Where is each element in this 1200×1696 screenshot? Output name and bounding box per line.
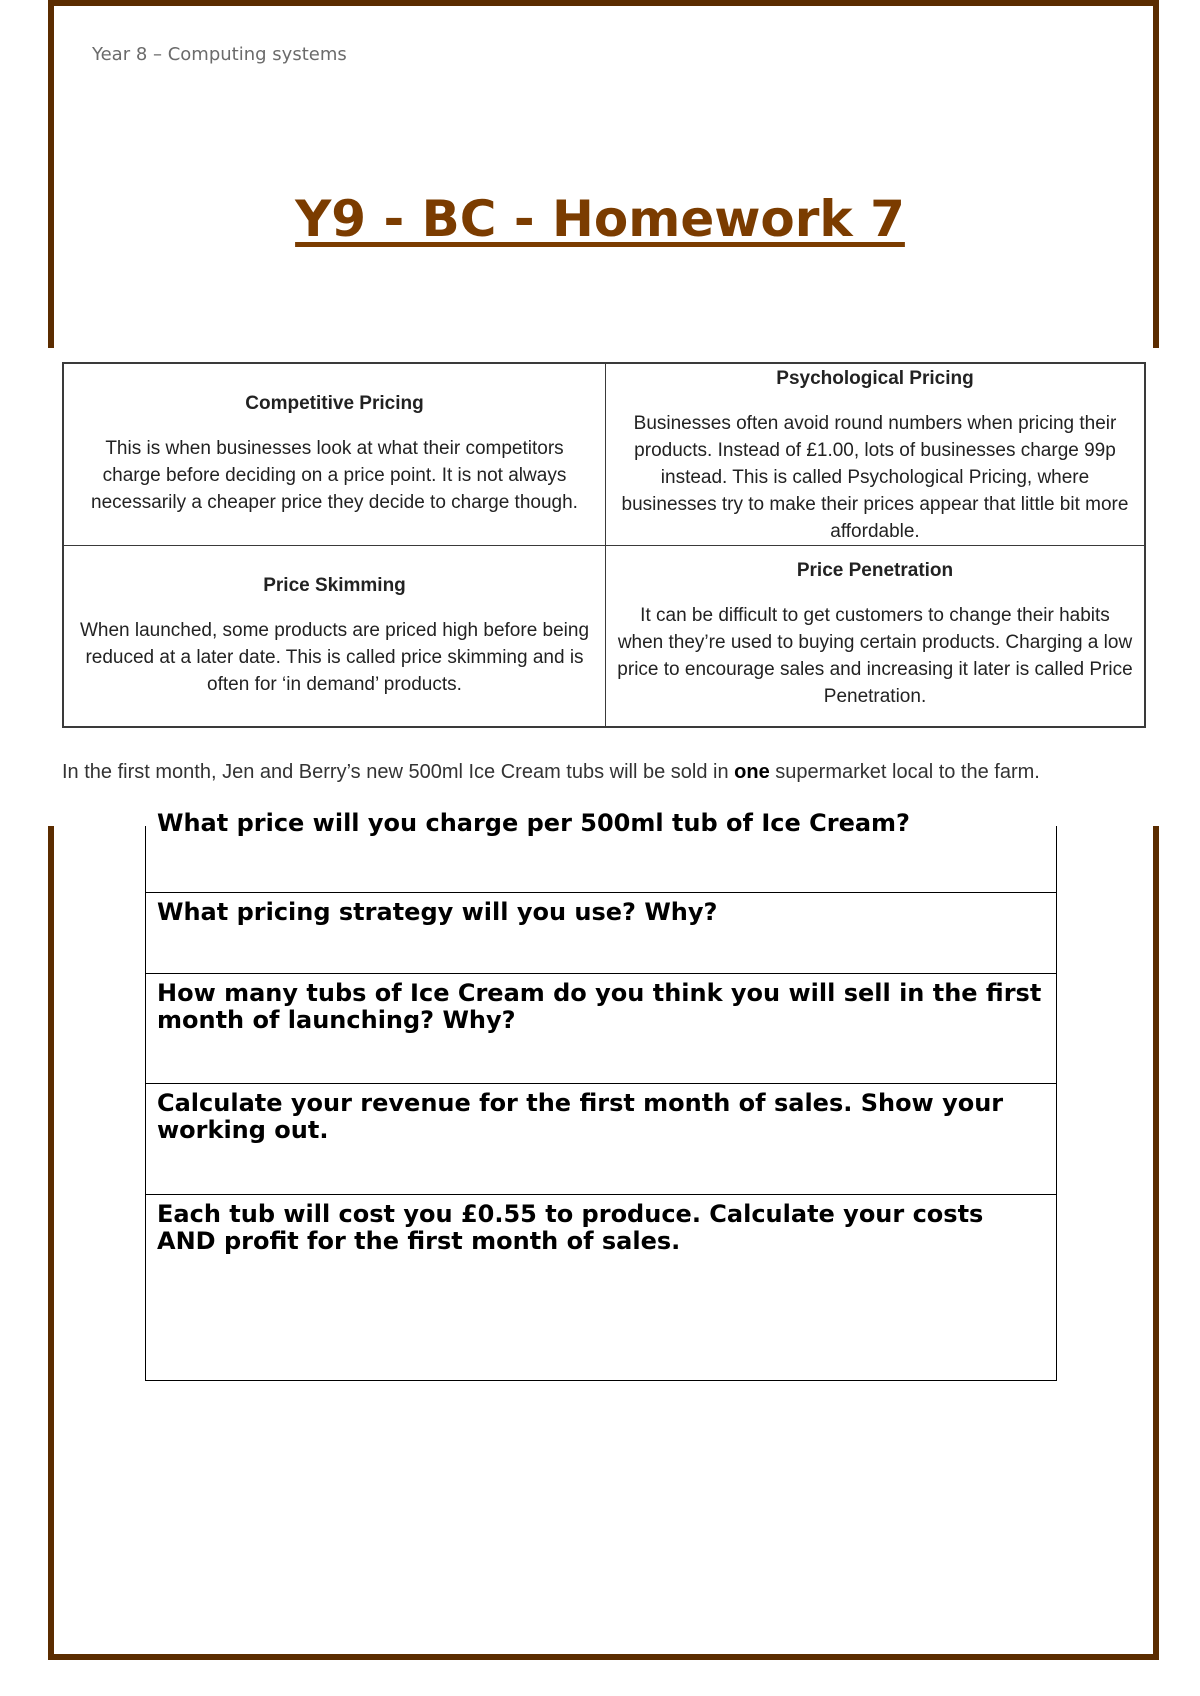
pricing-description: It can be difficult to get customers to change their habits when they’re used to buying certain products. Charging a low price to encourage sales and increasing it later is called Price Penetration. bbox=[617, 605, 1133, 707]
question-text: What price will you charge per 500ml tub of Ice Cream? bbox=[157, 809, 910, 837]
page-border-bottom bbox=[48, 1654, 1159, 1660]
question-row[interactable] bbox=[146, 892, 1056, 973]
question-text: Calculate your revenue for the first month of sales. Show your working out. bbox=[157, 1089, 1004, 1144]
scenario-text bbox=[62, 758, 1142, 787]
page-border-left-lower bbox=[48, 826, 54, 1660]
questions-table bbox=[145, 809, 1057, 1381]
pricing-cell-competitive bbox=[64, 364, 606, 546]
page-border-right-lower bbox=[1153, 826, 1159, 1660]
scenario-text-start: In the first month, Jen and Berry’s new 500ml Ice Cream tubs will be sold in bbox=[62, 761, 735, 783]
scenario-text-emphasis: one bbox=[734, 761, 770, 783]
pricing-heading: Psychological Pricing bbox=[776, 368, 974, 389]
page-border-left bbox=[48, 0, 54, 348]
pricing-heading: Price Skimming bbox=[263, 574, 406, 596]
question-row[interactable] bbox=[146, 1194, 1056, 1380]
pricing-heading: Price Penetration bbox=[796, 560, 954, 581]
page-title: Y9 - BC - Homework 7 bbox=[295, 190, 905, 248]
scenario-text-end: supermarket local to the farm. bbox=[769, 761, 1040, 783]
pricing-description: When launched, some products are priced high before being reduced at a later date. This is called price skimming and is often for ‘in demand’ products. bbox=[79, 619, 590, 695]
pricing-heading: Competitive Pricing bbox=[245, 393, 424, 414]
question-row[interactable] bbox=[146, 809, 1056, 892]
question-text: Each tub will cost you £0.55 to produce. Calculate your costs AND profit for the first month of sales. bbox=[157, 1200, 984, 1255]
pricing-cell-psychological bbox=[606, 364, 1144, 546]
question-row[interactable] bbox=[146, 973, 1056, 1083]
pricing-cell-skimming bbox=[64, 546, 606, 726]
question-row[interactable] bbox=[146, 1083, 1056, 1194]
page-border-top bbox=[48, 0, 1159, 6]
pricing-cell-penetration bbox=[606, 546, 1144, 726]
question-text: How many tubs of Ice Cream do you think you will sell in the first month of launching? Why? bbox=[157, 979, 1042, 1034]
question-text: What pricing strategy will you use? Why? bbox=[157, 898, 718, 926]
page-header: Year 8 – Computing systems bbox=[92, 44, 347, 65]
page-border-right bbox=[1153, 0, 1159, 348]
pricing-strategies-table bbox=[62, 362, 1146, 728]
pricing-description: Businesses often avoid round numbers when pricing their products. Instead of £1.00, lots of businesses charge 99p instead. This is called Psychological Pricing, where businesses try to make their prices appear that little bit more affordable. bbox=[621, 413, 1129, 542]
pricing-description: This is when businesses look at what their competitors charge before deciding on a price point. It is not always necessarily a cheaper price they decide to charge though. bbox=[91, 438, 578, 513]
